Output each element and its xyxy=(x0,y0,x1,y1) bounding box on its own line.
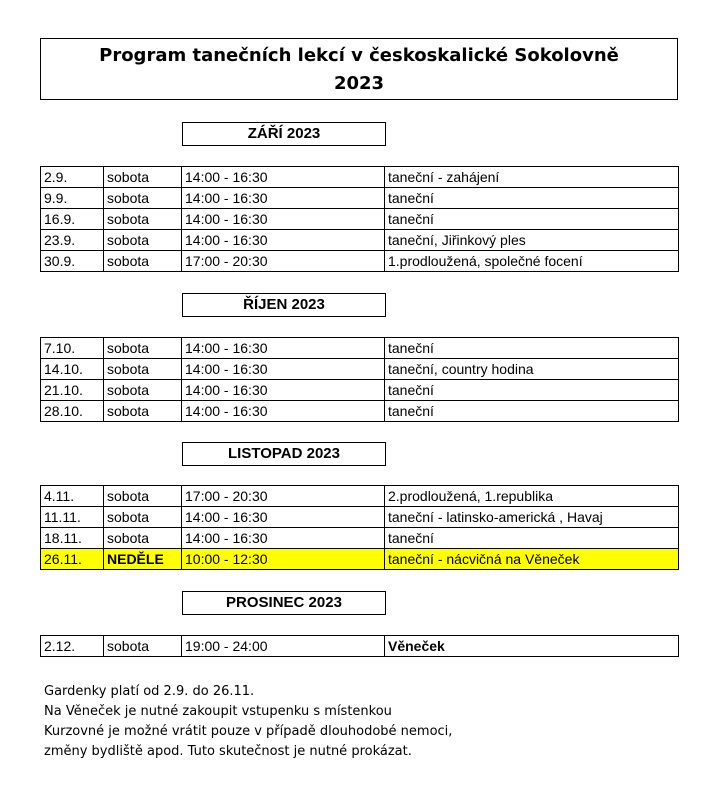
date-cell: 30.9. xyxy=(41,251,104,272)
day-cell: sobota xyxy=(104,380,182,401)
event-cell: 1.prodloužená, společné focení xyxy=(385,251,679,272)
event-cell: taneční - latinsko-americká , Havaj xyxy=(385,507,679,528)
month-header-october: ŘÍJEN 2023 xyxy=(182,293,386,317)
note-line: Kurzovné je možné vrátit pouze v případě dlouhodobé nemoci, xyxy=(44,724,453,739)
title-line-1: Program tanečních lekcí v českoskalické Sokolovně xyxy=(99,45,619,66)
day-cell: sobota xyxy=(104,251,182,272)
table-row xyxy=(41,507,679,528)
note-line: Na Věneček je nutné zakoupit vstupenku s místenkou xyxy=(44,704,392,719)
date-cell: 2.12. xyxy=(41,636,104,657)
event-cell: taneční, Jiřinkový ples xyxy=(385,230,679,251)
schedule-table-december xyxy=(40,635,679,657)
day-cell: NEDĚLE xyxy=(104,549,182,570)
time-cell: 14:00 - 16:30 xyxy=(182,507,385,528)
table-row xyxy=(41,209,679,230)
event-cell: taneční, country hodina xyxy=(385,359,679,380)
time-cell: 19:00 - 24:00 xyxy=(182,636,385,657)
notes-block xyxy=(44,682,664,762)
date-cell: 26.11. xyxy=(41,549,104,570)
time-cell: 17:00 - 20:30 xyxy=(182,251,385,272)
date-cell: 9.9. xyxy=(41,188,104,209)
time-cell: 14:00 - 16:30 xyxy=(182,167,385,188)
event-cell: taneční xyxy=(385,188,679,209)
event-cell: Věneček xyxy=(385,636,679,657)
day-cell: sobota xyxy=(104,528,182,549)
day-cell: sobota xyxy=(104,338,182,359)
table-row-highlighted xyxy=(41,549,679,570)
schedule-table-october xyxy=(40,337,679,422)
table-row xyxy=(41,338,679,359)
date-cell: 2.9. xyxy=(41,167,104,188)
event-cell: taneční xyxy=(385,209,679,230)
table-row xyxy=(41,528,679,549)
date-cell: 11.11. xyxy=(41,507,104,528)
event-cell: taneční xyxy=(385,338,679,359)
table-row xyxy=(41,167,679,188)
event-cell: taneční - zahájení xyxy=(385,167,679,188)
date-cell: 14.10. xyxy=(41,359,104,380)
time-cell: 14:00 - 16:30 xyxy=(182,528,385,549)
schedule-table-november xyxy=(40,485,679,570)
note-line: změny bydliště apod. Tuto skutečnost je nutné prokázat. xyxy=(44,744,412,759)
date-cell: 28.10. xyxy=(41,401,104,422)
date-cell: 18.11. xyxy=(41,528,104,549)
note-line: Gardenky platí od 2.9. do 26.11. xyxy=(44,684,255,699)
time-cell: 10:00 - 12:30 xyxy=(182,549,385,570)
event-cell: taneční xyxy=(385,528,679,549)
title-line-2: 2023 xyxy=(333,73,385,94)
day-cell: sobota xyxy=(104,209,182,230)
day-cell: sobota xyxy=(104,401,182,422)
time-cell: 14:00 - 16:30 xyxy=(182,359,385,380)
day-cell: sobota xyxy=(104,636,182,657)
time-cell: 14:00 - 16:30 xyxy=(182,188,385,209)
time-cell: 17:00 - 20:30 xyxy=(182,486,385,507)
table-row xyxy=(41,359,679,380)
time-cell: 14:00 - 16:30 xyxy=(182,380,385,401)
day-cell: sobota xyxy=(104,507,182,528)
table-row xyxy=(41,230,679,251)
time-cell: 14:00 - 16:30 xyxy=(182,209,385,230)
month-header-november: LISTOPAD 2023 xyxy=(182,442,386,466)
time-cell: 14:00 - 16:30 xyxy=(182,338,385,359)
month-header-september: ZÁŘÍ 2023 xyxy=(182,122,386,146)
day-cell: sobota xyxy=(104,359,182,380)
table-row xyxy=(41,401,679,422)
page-title xyxy=(40,38,678,100)
date-cell: 16.9. xyxy=(41,209,104,230)
table-row xyxy=(41,188,679,209)
day-cell: sobota xyxy=(104,486,182,507)
event-cell: taneční xyxy=(385,401,679,422)
date-cell: 23.9. xyxy=(41,230,104,251)
date-cell: 4.11. xyxy=(41,486,104,507)
event-cell: taneční xyxy=(385,380,679,401)
event-cell: 2.prodloužená, 1.republika xyxy=(385,486,679,507)
event-cell: taneční - nácvičná na Věneček xyxy=(385,549,679,570)
day-cell: sobota xyxy=(104,167,182,188)
schedule-table-september xyxy=(40,166,679,272)
date-cell: 21.10. xyxy=(41,380,104,401)
date-cell: 7.10. xyxy=(41,338,104,359)
table-row xyxy=(41,380,679,401)
time-cell: 14:00 - 16:30 xyxy=(182,230,385,251)
day-cell: sobota xyxy=(104,230,182,251)
table-row xyxy=(41,486,679,507)
month-header-december: PROSINEC 2023 xyxy=(182,591,386,615)
table-row xyxy=(41,636,679,657)
table-row xyxy=(41,251,679,272)
time-cell: 14:00 - 16:30 xyxy=(182,401,385,422)
day-cell: sobota xyxy=(104,188,182,209)
